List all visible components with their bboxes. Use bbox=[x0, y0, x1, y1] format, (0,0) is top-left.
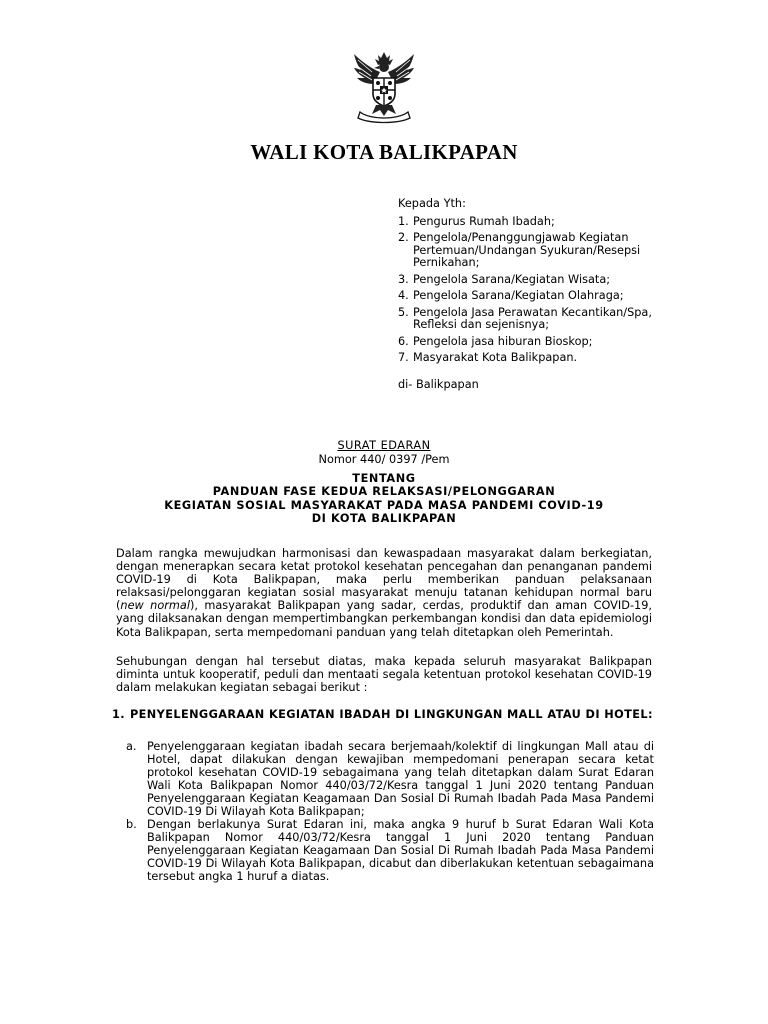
letter-subject bbox=[0, 485, 768, 526]
section-item-b: b. Dengan berlakunya Surat Edaran ini, maka angka 9 huruf b Surat Edaran Wali Kota Balikpapan Nomor 440/03/72/Kesra tanggal 1 Juni 2020 tentang Panduan Penyelenggaraan Kegiatan Keagamaan Dan Sosial Di Rumah Ibadah Pada Masa Pandemi COVID-19 Di Wilayah Kota Balikpapan, dicabut dan diberlakukan ketentuan sebagaimana tersebut angka 1 huruf a diatas. bbox=[126, 818, 654, 884]
body-paragraph-1: Dalam rangka mewujudkan harmonisasi dan kewaspadaan masyarakat dalam berkegiatan, dengan menerapkan secara ketat protokol kesehatan pencegahan dan penanganan pandemi COVID-19 di Kota Balikpapan, maka perlu memberikan panduan pelaksanaan relaksasi/pelonggaran kegiatan sosial masyarakat menuju tatanan kehidupan normal baru (new normal), masyarakat Balikpapan yang sadar, cerdas, produktif dan aman COVID-19, yang dilaksanakan dengan mempertimbangkan perkembangan kondisi dan data epidemiologi Kota Balikpapan, serta mempedomani panduan yang telah ditetapkan oleh Pemerintah. bbox=[116, 547, 652, 639]
body-paragraph-2: Sehubungan dengan hal tersebut diatas, maka kepada seluruh masyarakat Balikpapan diminta untuk kooperatif, peduli dan mentaati segala ketentuan protokol kesehatan COVID-19 dalam melakukan kegiatan sebagai berikut : bbox=[116, 655, 652, 695]
list-item: 2. Pengelola/Penanggungjawab Kegiatan Pertemuan/Undangan Syukuran/Resepsi Pernikahan; bbox=[398, 231, 641, 269]
section-item-a: a. Penyelenggaraan kegiatan ibadah secara berjemaah/kolektif di lingkungan Mall atau di Hotel, dapat dilakukan dengan kewajiban mempedomani penerapan secara ketat protokol kesehatan COVID-19 sebagaimana yang telah ditetapkan dalam Surat Edaran Wali Kota Balikpapan Nomor 440/03/72/Kesra tanggal 1 Juni 2020 tentang Panduan Penyelenggaraan Kegiatan Keagamaan Dan Sosial Di Rumah Ibadah Pada Masa Pandemi COVID-19 Di Wilayah Kota Balikpapan; bbox=[126, 740, 654, 819]
addressee-place: di- Balikpapan bbox=[398, 377, 479, 391]
section-number: 1. bbox=[112, 708, 125, 721]
section-heading-text: PENYELENGGARAAN KEGIATAN IBADAH DI LINGKUNGAN MALL ATAU DI HOTEL: bbox=[130, 708, 653, 721]
list-item: 3. Pengelola Sarana/Kegiatan Wisata; bbox=[398, 272, 611, 286]
letter-type: SURAT EDARAN bbox=[337, 439, 431, 452]
list-item: 4. Pengelola Sarana/Kegiatan Olahraga; bbox=[398, 289, 624, 302]
list-item: 6. Pengelola jasa hiburan Bioskop; bbox=[398, 334, 593, 348]
addressee-block bbox=[398, 198, 698, 391]
list-item: 1. Pengurus Rumah Ibadah; bbox=[398, 214, 555, 228]
subject-line: KEGIATAN SOSIAL MASYARAKAT PADA MASA PANDEMI COVID-19 bbox=[164, 498, 604, 512]
page-title: WALI KOTA BALIKPAPAN bbox=[250, 140, 518, 164]
garuda-emblem-icon bbox=[352, 50, 416, 124]
recipient-list bbox=[398, 216, 698, 365]
subject-line: PANDUAN FASE KEDUA RELAKSASI/PELONGGARAN bbox=[212, 485, 556, 498]
list-item: 7. Masyarakat Kota Balikpapan. bbox=[398, 351, 578, 364]
list-item: 5. Pengelola Jasa Perawatan Kecantikan/Spa, Refleksi dan sejenisnya; bbox=[398, 305, 652, 331]
letter-about: TENTANG bbox=[352, 472, 416, 485]
addressee-greeting: Kepada Yth: bbox=[398, 197, 466, 210]
letter-number: Nomor 440/ 0397 /Pem bbox=[318, 453, 450, 466]
subject-line: DI KOTA BALIKPAPAN bbox=[311, 512, 457, 525]
section-heading bbox=[112, 708, 654, 722]
italic-term: new normal bbox=[120, 599, 190, 613]
